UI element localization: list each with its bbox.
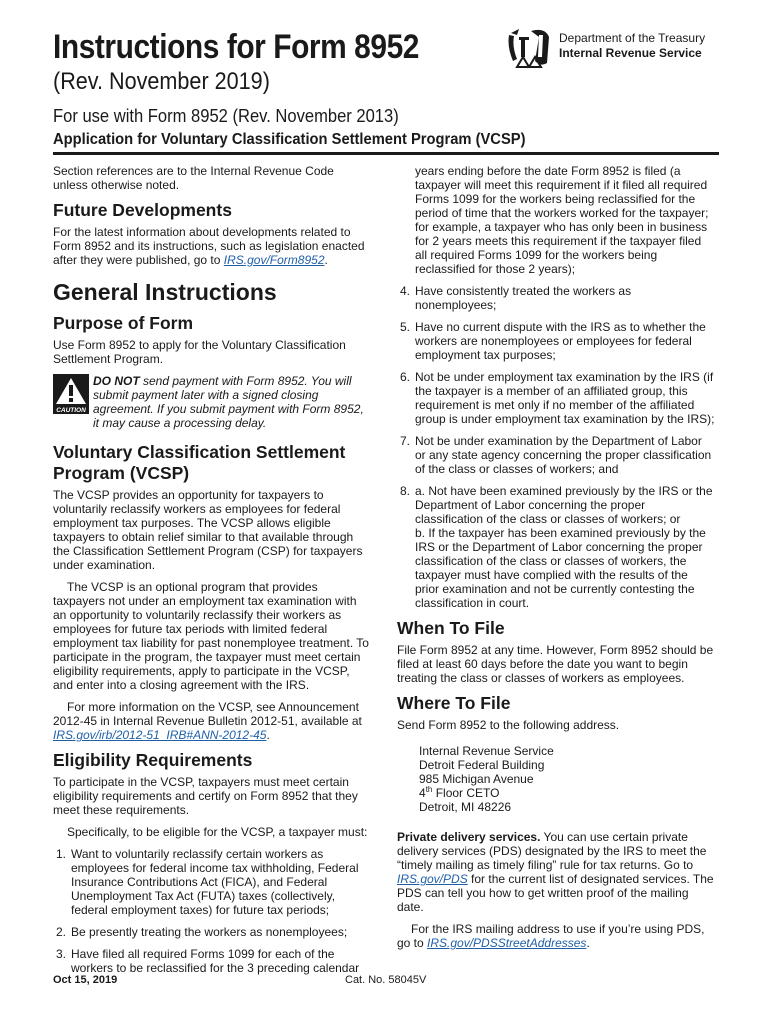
catalog-number: Cat. No. 58045V [345, 974, 427, 986]
for-use-line: For use with Form 8952 (Rev. November 2013) [53, 106, 399, 126]
heading-when-to-file: When To File [397, 618, 505, 638]
heading-where-to-file: Where To File [397, 693, 511, 713]
when-to-file-text: File Form 8952 at any time. However, Form 8952 should be filed at least 60 days before the date you want to begin treating the class or classes of workers as employees. [397, 643, 714, 685]
page-title: Instructions for Form 8952 [53, 28, 419, 66]
pds-address-paragraph: For the IRS mailing address to use if you’re using PDS, go to IRS.gov/PDSStreetAddresses. [397, 922, 705, 950]
list-item: 7. Not be under examination by the Department of Labor or any state agency concerning the proper classification of the class or classes of workers; and [400, 434, 712, 476]
heading-future-developments: Future Developments [53, 200, 232, 220]
revision-date: (Rev. November 2019) [53, 68, 270, 95]
future-developments-text: For the latest information about developments related to Form 8952 and its instructions, such as legislation enacted after they were published, go to IRS.gov/Form8952. [53, 225, 365, 267]
agency-department: Department of the Treasury [559, 31, 706, 45]
link-irs-pds-street-addresses[interactable]: IRS.gov/PDSStreetAddresses [427, 936, 587, 950]
link-irs-form8952[interactable]: IRS.gov/Form8952 [223, 253, 325, 267]
eligibility-paragraph-1: To participate in the VCSP, taxpayers must meet certain eligibility requirements and certify on Form 8952 that they meet these requirements. [53, 775, 358, 817]
eligibility-paragraph-2: Specifically, to be eligible for the VCSP, a taxpayer must: [67, 825, 368, 839]
left-column [53, 164, 371, 983]
list-item: 1. Want to voluntarily reclassify certain workers as employees for federal income tax withholding, Federal Insurance Contributions Act (FICA), and Federal Unemployment Tax Act (FUTA) taxes (collectively, federal employment taxes) for future tax periods; [56, 847, 359, 917]
mailing-address: Internal Revenue Service Detroit Federal Building 985 Michigan Avenue 4th Floor CETO Detroit, MI 48226 [419, 744, 554, 814]
right-column [397, 164, 715, 958]
purpose-text: Use Form 8952 to apply for the Voluntary Classification Settlement Program. [53, 338, 346, 366]
link-irs-pds[interactable]: IRS.gov/PDS [397, 872, 468, 886]
eligibility-list-right [397, 164, 715, 610]
link-irb-announcement[interactable]: IRS.gov/irb/2012-51_IRB#ANN-2012-45 [53, 728, 267, 742]
footer-date: Oct 15, 2019 [53, 974, 118, 986]
agency-irs: Internal Revenue Service [559, 46, 702, 60]
irs-eagle-logo-icon [505, 27, 555, 71]
agency-name [559, 31, 705, 61]
caution-icon [53, 374, 89, 414]
caution-notice [53, 374, 371, 430]
heading-purpose-of-form: Purpose of Form [53, 313, 194, 333]
heading-general-instructions: General Instructions [53, 279, 277, 305]
eligibility-list-left [53, 847, 371, 975]
vcsp-paragraph-1: The VCSP provides an opportunity for taxpayers to voluntarily reclassify workers as employees for federal employment tax purposes. The VCSP allows eligible taxpayers to obtain relief similar to that available through the Classification Settlement Program (CSP) for taxpayers under examination. [53, 488, 363, 572]
private-delivery-services: Private delivery services. You can use certain private delivery services (PDS) designated by the IRS to meet the “timely mailing as timely filing” rule for tax returns. Go to IRS.gov/PDS for the current list of designated services. The PDS can tell you how to get written proof of the mailing date. [397, 830, 714, 914]
caution-text: send payment with Form 8952. You will submit payment later with a signed closing agreement. If you submit payment with Form 8952, it may cause a processing delay. [93, 374, 364, 430]
heading-vcsp: Voluntary Classification Settlement Program (VCSP) [53, 442, 346, 483]
list-item: 5. Have no current dispute with the IRS as to whether the workers are nonemployees or employees for federal employment tax purposes; [400, 320, 706, 362]
vcsp-paragraph-3: For more information on the VCSP, see Announcement 2012-45 in Internal Revenue Bulletin 2012-51, available at IRS.gov/irb/2012-51_IRB#ANN-2012-45. [53, 700, 362, 742]
intro-text: Section references are to the Internal Revenue Code unless otherwise noted. [53, 164, 334, 192]
where-to-file-text: Send Form 8952 to the following address. [397, 718, 620, 732]
caution-bold: DO NOT [93, 374, 140, 388]
header-divider [53, 152, 719, 155]
vcsp-paragraph-2: The VCSP is an optional program that provides taxpayers not under an employment tax examination with an opportunity to voluntarily reclassify their workers as employees for future tax periods with limited federal employment tax liability for past nonemployee treatment. To participate in the program, the taxpayer must meet certain eligibility requirements, apply to participate in the VCSP, and enter into a closing agreement with the IRS. [53, 580, 369, 692]
list-item: 3. Have filed all required Forms 1099 for each of the workers to be reclassified for the 3 preceding calendar [56, 947, 360, 975]
svg-text:CAUTION: CAUTION [56, 407, 86, 414]
list-item: 4. Have consistently treated the workers as nonemployees; [400, 284, 632, 312]
form-subtitle: Application for Voluntary Classification Settlement Program (VCSP) [53, 131, 526, 148]
list-item: 6. Not be under employment tax examination by the IRS (if the taxpayer is a member of an affiliated group, this requirement is met only if no member of the affiliated group is under employment tax examination by the IRS); [400, 370, 715, 426]
heading-eligibility-requirements: Eligibility Requirements [53, 750, 253, 770]
list-item-continued: years ending before the date Form 8952 is filed (a taxpayer will meet this requirement if it filed all required Forms 1099 for the workers being reclassified for the period of time that the workers worked for the taxpayer; for example, a taxpayer who has only been in business for 2 years meets this requirement if the taxpayer filed all required Forms 1099 for the workers being reclassified for those 2 years); [415, 164, 709, 276]
list-item: 8. a. Not have been examined previously by the IRS or the Department of Labor concerning the proper classification of the class or classes of workers; or b. If the taxpayer has been examined previously by the IRS or the Department of Labor concerning the proper classification of the class or classes of workers, the taxpayer must have complied with the results of the prior examination and not be currently contesting the classification in court. [400, 484, 713, 610]
list-item: 2. Be presently treating the workers as nonemployees; [56, 925, 348, 939]
